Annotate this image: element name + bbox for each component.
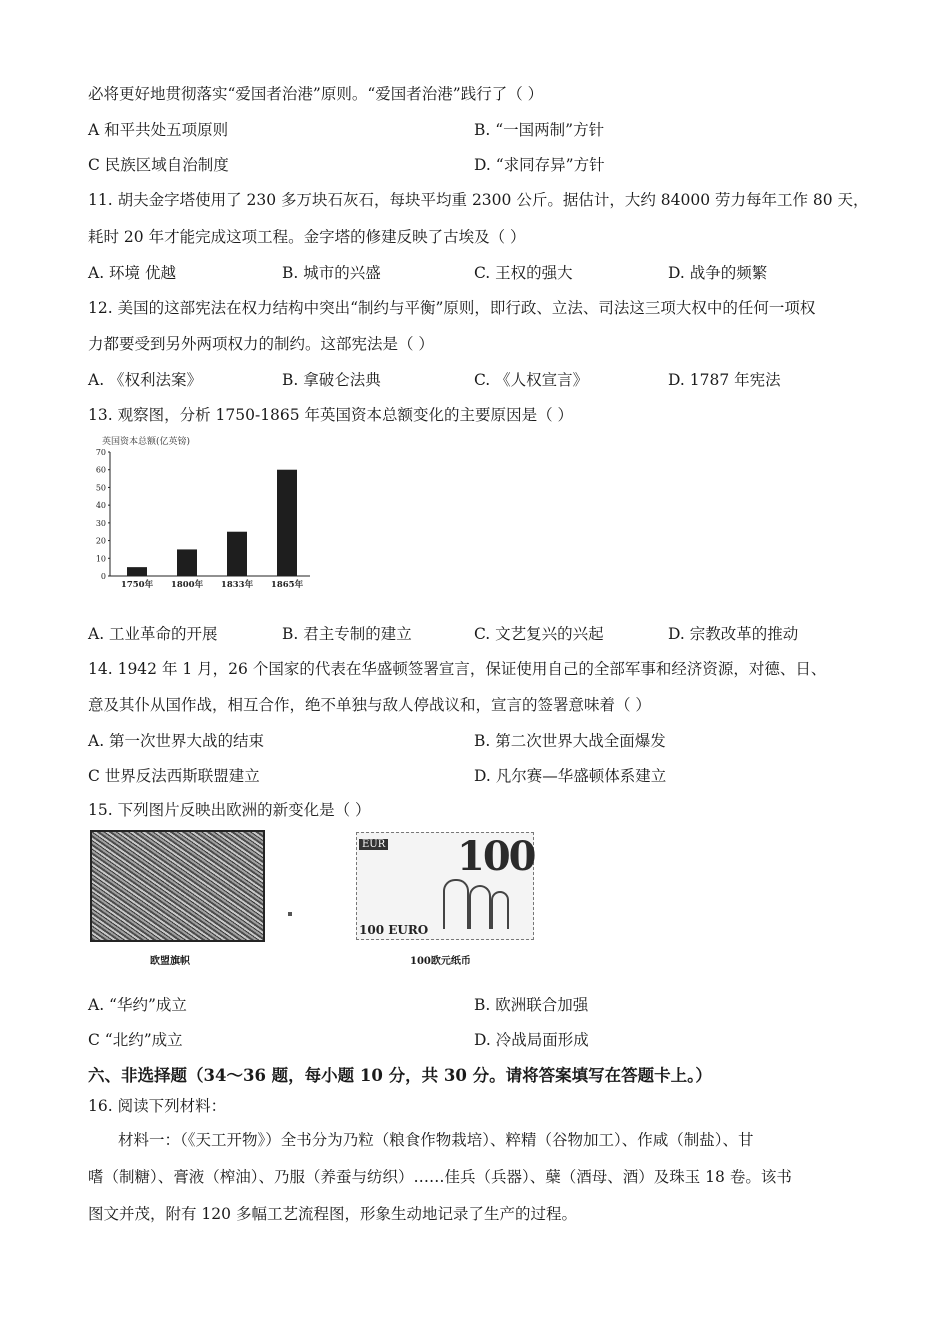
q14-option-b[interactable]: B. 第二次世界大战全面爆发 <box>474 732 666 750</box>
chart-title: 英国资本总额(亿英镑) <box>102 437 191 447</box>
q14-option-c[interactable]: C 世界反法西斯联盟建立 <box>88 767 260 785</box>
x-tick-label: 1800年 <box>170 580 204 590</box>
q15-stem-line1: 15. 下列图片反映出欧洲的新变化是（ ） <box>88 801 371 819</box>
y-tick-label: 50 <box>95 483 106 493</box>
arch-icon <box>443 879 469 929</box>
y-tick-label: 30 <box>95 518 106 528</box>
q14-stem-line2: 意及其仆从国作战，相互合作，绝不单独与敌人停战议和，宣言的签署意味着（ ） <box>88 696 651 714</box>
q13-option-c[interactable]: C. 文艺复兴的兴起 <box>474 625 604 643</box>
q14-option-d[interactable]: D. 凡尔赛—华盛顿体系建立 <box>474 767 667 785</box>
q10-option-b[interactable]: B. “一国两制”方针 <box>474 121 605 139</box>
q11-option-b[interactable]: B. 城市的兴盛 <box>282 264 381 282</box>
separator-dot <box>288 912 292 916</box>
capital-bar-chart <box>88 434 318 594</box>
euro-note-tag: EUR <box>359 839 388 850</box>
q11-stem-line1: 11. 胡夫金字塔使用了 230 多万块石灰石，每块平均重 2300 公斤。据估计，大约 84000 劳力每年工作 80 天， <box>88 191 869 209</box>
y-tick-label: 0 <box>100 572 106 581</box>
bar-1750年 <box>127 567 147 576</box>
q13-option-d[interactable]: D. 宗教改革的推动 <box>668 625 799 643</box>
q10-stem-tail: 必将更好地贯彻落实“爱国者治港”原则。“爱国者治港”践行了（ ） <box>88 85 544 103</box>
arch-icon <box>469 885 491 929</box>
q10-option-c[interactable]: C 民族区域自治制度 <box>88 156 229 174</box>
y-tick-label: 20 <box>95 536 106 546</box>
q12-stem-line1: 12. 美国的这部宪法在权力结构中突出“制约与平衡”原则，即行政、立法、司法这三项大权中的任何一项权 <box>88 299 816 317</box>
y-tick-label: 10 <box>95 554 106 564</box>
q11-option-a[interactable]: A. 环境 优越 <box>88 264 176 282</box>
bar-1833年 <box>227 532 247 576</box>
q15-option-a[interactable]: A. “华约”成立 <box>88 996 187 1014</box>
bar-1800年 <box>177 549 197 576</box>
q12-option-a[interactable]: A. 《权利法案》 <box>88 371 203 389</box>
q10-option-d[interactable]: D. “求同存异”方针 <box>474 156 605 174</box>
section-heading: 六、非选择题（34～36 题，每小题 10 分，共 30 分。请将答案填写在答题卡上。） <box>88 1066 712 1085</box>
q15-option-b[interactable]: B. 欧洲联合加强 <box>474 996 589 1014</box>
y-tick-label: 70 <box>95 448 106 457</box>
q13-option-b[interactable]: B. 君主专制的建立 <box>282 625 412 643</box>
euro-note-caption: 100欧元纸币 <box>410 956 471 967</box>
q16-material-line1: 材料一：（《天工开物》）全书分为乃粒（粮食作物栽培）、粹精（谷物加工）、作咸（制盐）、甘 <box>118 1131 754 1149</box>
q15-option-c[interactable]: C “北约”成立 <box>88 1031 183 1049</box>
q11-stem-line2: 耗时 20 年才能完成这项工程。金字塔的修建反映了古埃及（ ） <box>88 228 526 246</box>
q11-option-d[interactable]: D. 战争的频繁 <box>668 264 768 282</box>
q12-stem-line2: 力都要受到另外两项权力的制约。这部宪法是（ ） <box>88 335 434 353</box>
x-tick-label: 1750年 <box>120 580 154 590</box>
euro-note-small-text: 100 EURO <box>359 923 429 937</box>
x-tick-label: 1833年 <box>220 580 254 590</box>
q13-option-a[interactable]: A. 工业革命的开展 <box>88 625 218 643</box>
q12-option-d[interactable]: D. 1787 年宪法 <box>668 371 781 389</box>
q10-option-a[interactable]: A 和平共处五项原则 <box>88 121 229 139</box>
euro-note-denomination: 100 <box>457 833 535 880</box>
q16-stem: 16. 阅读下列材料： <box>88 1097 227 1115</box>
q14-option-a[interactable]: A. 第一次世界大战的结束 <box>88 732 265 750</box>
q15-option-d[interactable]: D. 冷战局面形成 <box>474 1031 589 1049</box>
q11-option-c[interactable]: C. 王权的强大 <box>474 264 573 282</box>
eu-flag-caption: 欧盟旗帜 <box>150 956 190 967</box>
q16-material-line3: 图文并茂，附有 120 多幅工艺流程图，形象生动地记录了生产的过程。 <box>88 1205 577 1223</box>
y-tick-label: 60 <box>95 465 106 475</box>
q16-material-line2: 嗜（制糖）、膏液（榨油）、乃服（养蚕与纺织）……佳兵（兵器）、蘖（酒母、酒）及珠玉 18 卷。该书 <box>88 1168 792 1186</box>
q12-option-b[interactable]: B. 拿破仑法典 <box>282 371 381 389</box>
q13-stem-line1: 13. 观察图，分析 1750-1865 年英国资本总额变化的主要原因是（ ） <box>88 406 573 424</box>
bar-1865年 <box>277 470 297 576</box>
q12-option-c[interactable]: C. 《人权宣言》 <box>474 371 589 389</box>
arch-icon <box>491 891 509 929</box>
eu-flag-image <box>90 830 265 942</box>
y-tick-label: 40 <box>95 501 106 511</box>
x-tick-label: 1865年 <box>270 580 304 590</box>
euro-note-image <box>356 832 534 940</box>
q14-stem-line1: 14. 1942 年 1 月，26 个国家的代表在华盛顿签署宣言，保证使用自己的全部军事和经济资源，对德、日、 <box>88 660 827 678</box>
